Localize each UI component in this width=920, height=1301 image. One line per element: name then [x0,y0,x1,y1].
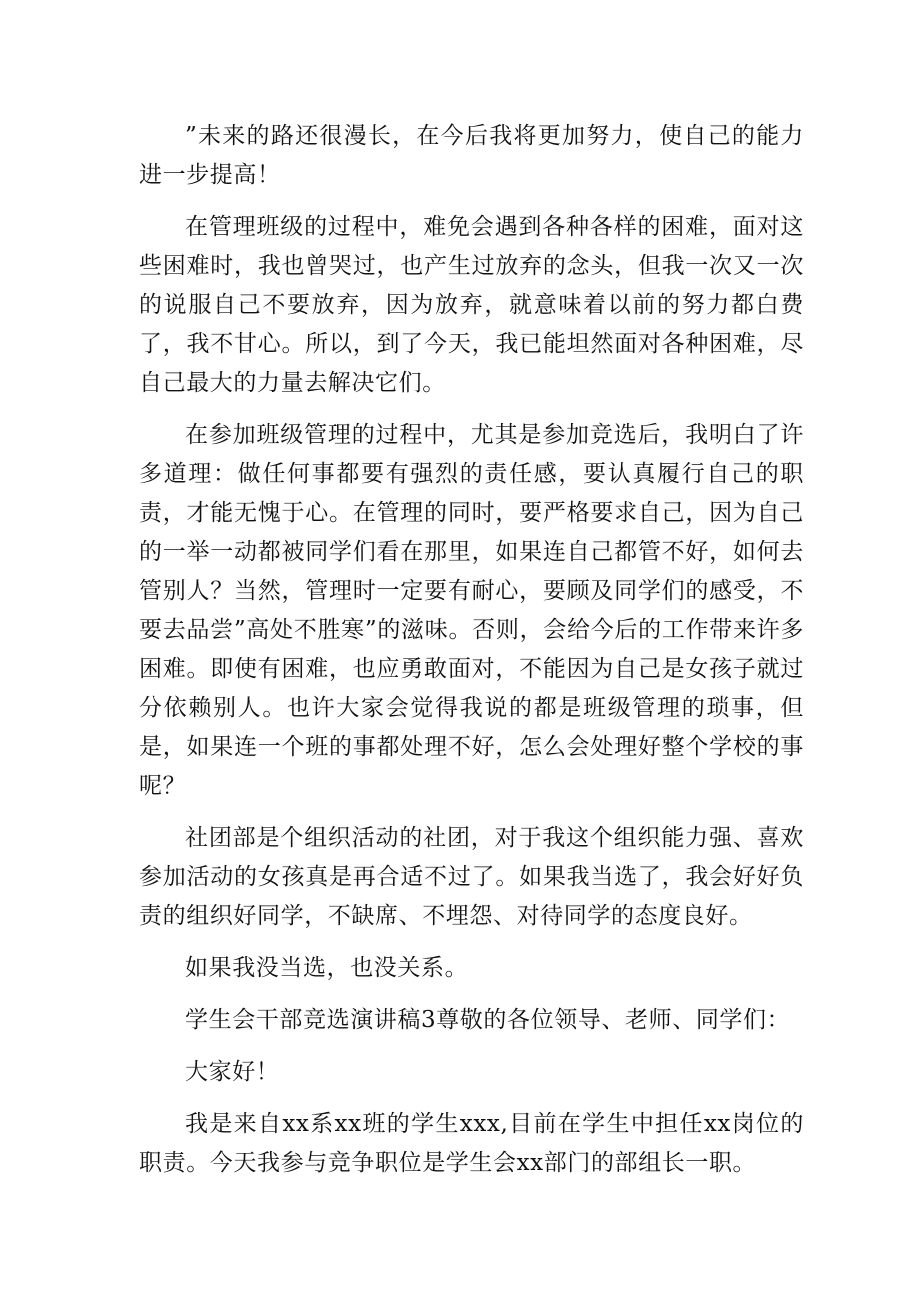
paragraph: 我是来自xx系xx班的学生xxx,目前在学生中担任xx岗位的职责。今天我参与竞争职位是学生会xx部门的部组长一职。 [139,1111,804,1176]
paragraph: 如果我没当选，也没关系。 [185,955,469,981]
paragraph: 在管理班级的过程中，难免会遇到各种各样的困难，面对这些困难时，我也曾哭过，也产生过放弃的念头，但我一次又一次的说服自己不要放弃，因为放弃，就意味着以前的努力都白费了，我不甘心。所以，到了今天，我已能坦然面对各种困难，尽自己最大的力量去解决它们。 [139,214,804,396]
paragraph: 大家好！ [185,1059,280,1085]
paragraph: 学生会干部竞选演讲稿3尊敬的各位领导、老师、同学们： [185,1007,791,1033]
paragraph: 在参加班级管理的过程中，尤其是参加竞选后，我明白了许多道理：做任何事都要有强烈的责任感，要认真履行自己的职责，才能无愧于心。在管理的同时，要严格要求自己，因为自己的一举一动都被同学们看在那里，如果连自己都管不好，如何去管别人？当然，管理时一定要有耐心，要顾及同学们的感受，不要去品尝”高处不胜寒”的滋味。否则，会给今后的工作带来许多困难。即使有困难，也应勇敢面对，不能因为自己是女孩子就过分依赖别人。也许大家会觉得我说的都是班级管理的琐事，但是，如果连一个班的事都处理不好，怎么会处理好整个学校的事呢？ [139,422,804,799]
document-body [139,117,804,1196]
paragraph: ”未来的路还很漫长，在今后我将更加努力，使自己的能力进一步提高！ [139,123,804,188]
paragraph: 社团部是个组织活动的社团，对于我这个组织能力强、喜欢参加活动的女孩真是再合适不过了。如果我当选了，我会好好负责的组织好同学，不缺席、不埋怨、对待同学的态度良好。 [139,825,804,929]
